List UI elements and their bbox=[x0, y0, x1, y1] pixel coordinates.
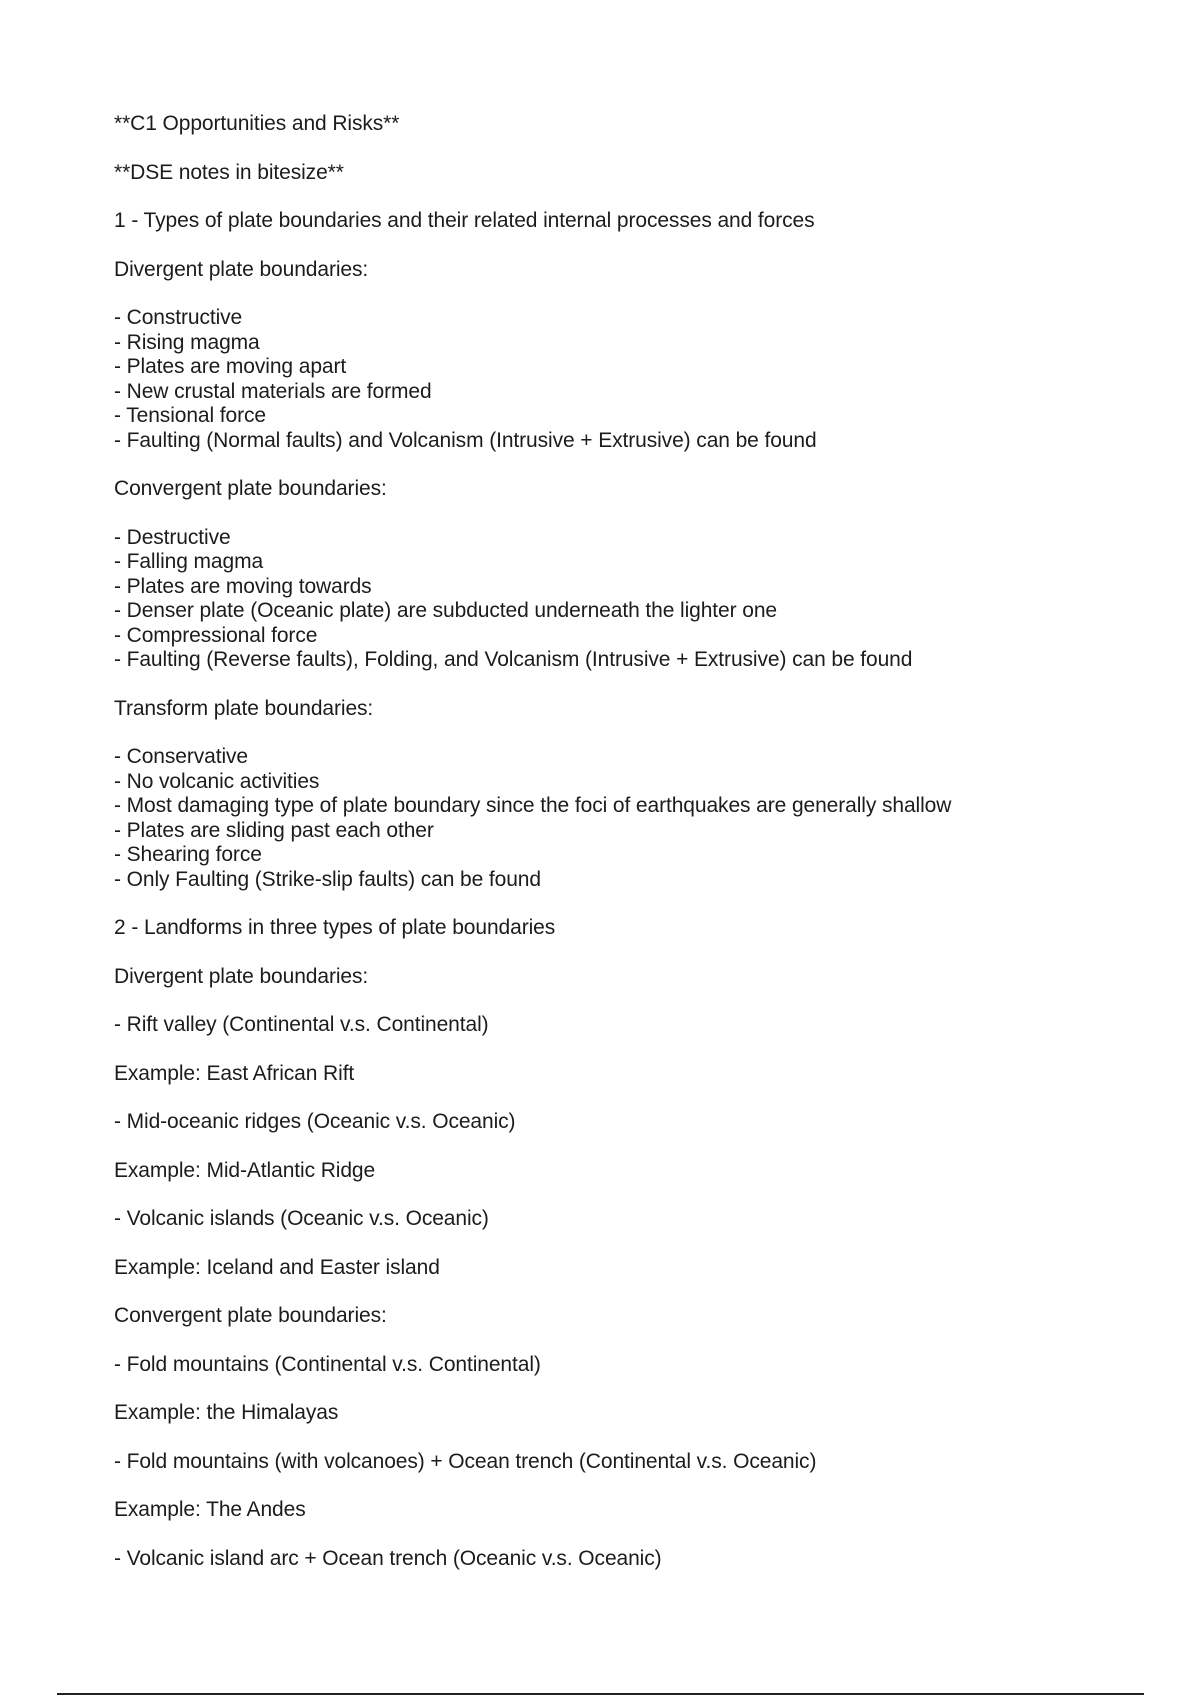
s2-convergent-label: Convergent plate boundaries: bbox=[114, 1304, 387, 1327]
spacer bbox=[114, 185, 1114, 209]
spacer bbox=[114, 1183, 1114, 1207]
list-item: - New crustal materials are formed bbox=[114, 379, 432, 403]
list-item: - Destructive bbox=[114, 525, 231, 549]
spacer bbox=[114, 137, 1114, 161]
list-item: - Only Faulting (Strike-slip faults) can be found bbox=[114, 867, 541, 891]
spacer bbox=[114, 1038, 1114, 1062]
list-item: - Tensional force bbox=[114, 404, 266, 427]
spacer bbox=[114, 1086, 1114, 1110]
list-item: - Most damaging type of plate boundary since the foci of earthquakes are generally shallow bbox=[114, 794, 952, 817]
document-subtitle: **DSE notes in bitesize** bbox=[114, 160, 344, 184]
document-title: **C1 Opportunities and Risks** bbox=[114, 112, 400, 135]
list-item: - Plates are moving towards bbox=[114, 574, 372, 598]
list-item: - Rising magma bbox=[114, 330, 260, 354]
spacer bbox=[114, 1474, 1114, 1498]
spacer bbox=[114, 1135, 1114, 1159]
example-line: Example: the Himalayas bbox=[114, 1401, 339, 1424]
spacer bbox=[114, 1232, 1114, 1256]
list-item: - Denser plate (Oceanic plate) are subducted underneath the lighter one bbox=[114, 599, 777, 622]
page-bottom-rule bbox=[57, 1693, 1144, 1695]
spacer bbox=[114, 721, 1114, 745]
list-item: - Compressional force bbox=[114, 623, 318, 647]
list-item: - Constructive bbox=[114, 306, 243, 329]
spacer bbox=[114, 673, 1114, 697]
s1-transform-list bbox=[114, 745, 1114, 892]
s1-convergent-label: Convergent plate boundaries: bbox=[114, 477, 387, 500]
example-line: Example: Iceland and Easter island bbox=[114, 1255, 440, 1279]
s2-divergent-label: Divergent plate boundaries: bbox=[114, 964, 369, 988]
notes-body bbox=[114, 112, 1114, 1571]
landform-item: - Fold mountains (Continental v.s. Continental) bbox=[114, 1352, 541, 1376]
landform-item: - Rift valley (Continental v.s. Continental) bbox=[114, 1013, 489, 1036]
s1-divergent-list bbox=[114, 306, 1114, 453]
spacer bbox=[114, 1329, 1114, 1353]
section-1-heading: 1 - Types of plate boundaries and their related internal processes and forces bbox=[114, 209, 815, 232]
spacer bbox=[114, 234, 1114, 258]
section-2-heading: 2 - Landforms in three types of plate boundaries bbox=[114, 916, 556, 939]
s1-divergent-label: Divergent plate boundaries: bbox=[114, 257, 369, 281]
list-item: - Faulting (Reverse faults), Folding, and Volcanism (Intrusive + Extrusive) can be found bbox=[114, 648, 913, 671]
list-item: - Plates are moving apart bbox=[114, 355, 347, 378]
spacer bbox=[114, 502, 1114, 526]
list-item: - Falling magma bbox=[114, 550, 264, 573]
landform-item: - Volcanic island arc + Ocean trench (Oceanic v.s. Oceanic) bbox=[114, 1546, 662, 1570]
example-line: Example: The Andes bbox=[114, 1498, 306, 1521]
spacer bbox=[114, 1523, 1114, 1547]
landform-item: - Mid-oceanic ridges (Oceanic v.s. Oceanic) bbox=[114, 1110, 516, 1133]
list-item: - Plates are sliding past each other bbox=[114, 818, 434, 842]
example-line: Example: East African Rift bbox=[114, 1061, 355, 1085]
list-item: - Faulting (Normal faults) and Volcanism (Intrusive + Extrusive) can be found bbox=[114, 428, 817, 452]
list-item: - Shearing force bbox=[114, 843, 262, 866]
spacer bbox=[114, 989, 1114, 1013]
list-item: - No volcanic activities bbox=[114, 769, 320, 793]
spacer bbox=[114, 453, 1114, 477]
spacer bbox=[114, 1426, 1114, 1450]
list-item: - Conservative bbox=[114, 745, 248, 768]
example-line: Example: Mid-Atlantic Ridge bbox=[114, 1158, 376, 1182]
spacer bbox=[114, 941, 1114, 965]
spacer bbox=[114, 1280, 1114, 1304]
spacer bbox=[114, 1377, 1114, 1401]
spacer bbox=[114, 892, 1114, 916]
s1-transform-label: Transform plate boundaries: bbox=[114, 696, 374, 720]
landform-item: - Volcanic islands (Oceanic v.s. Oceanic) bbox=[114, 1207, 489, 1230]
s1-convergent-list bbox=[114, 526, 1114, 673]
landform-item: - Fold mountains (with volcanoes) + Ocean trench (Continental v.s. Oceanic) bbox=[114, 1449, 817, 1473]
spacer bbox=[114, 282, 1114, 306]
